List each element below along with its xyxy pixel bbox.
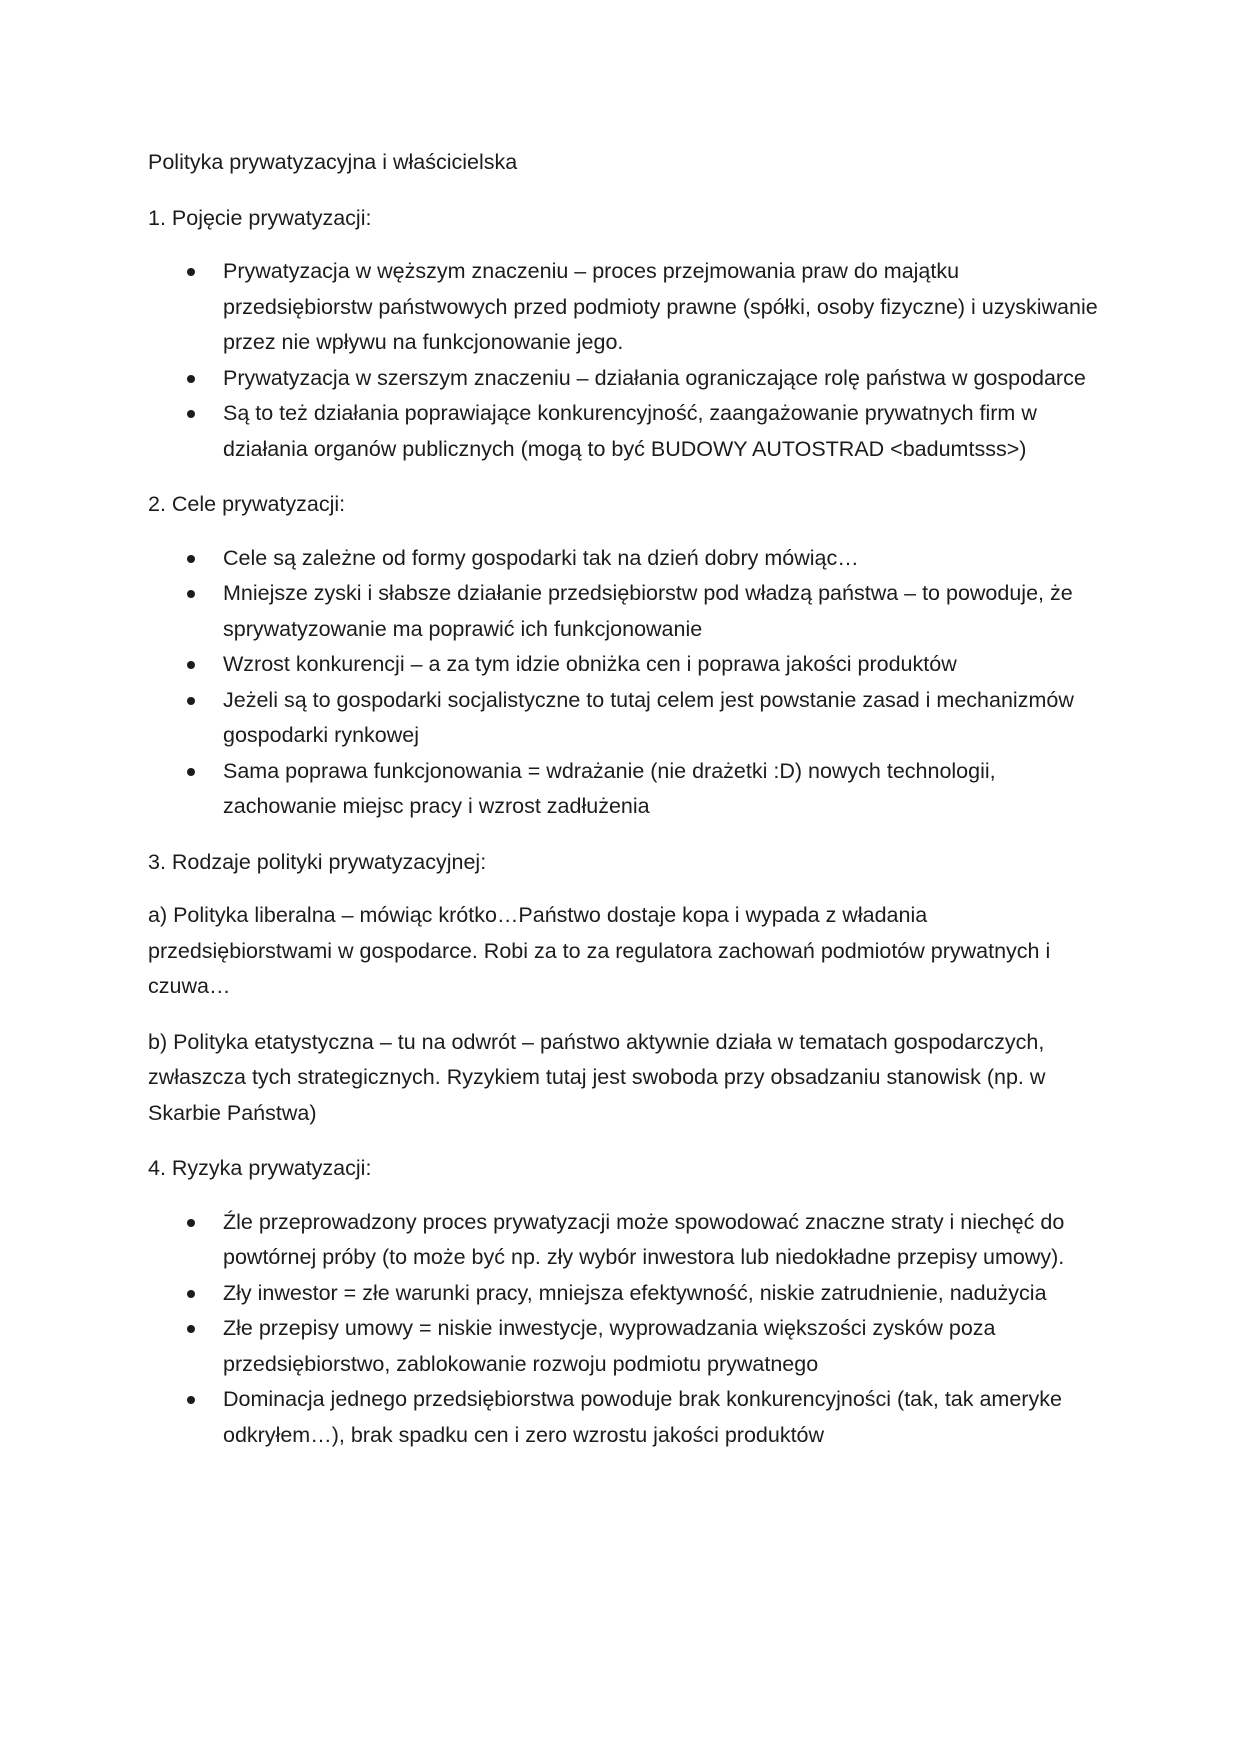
list-item-text: Źle przeprowadzony proces prywatyzacji może spowodować znaczne straty i niechęć do powtórnej próby (to może być np. zły wybór inwestora lub niedokładne przepisy umowy). xyxy=(223,1209,1065,1269)
section-4-list xyxy=(148,1205,1108,1454)
list-item-text: Prywatyzacja w szerszym znaczeniu – działania ograniczające rolę państwa w gospodarce xyxy=(223,365,1086,390)
list-item xyxy=(148,647,1108,683)
bullet-icon xyxy=(187,375,195,383)
bullet-icon xyxy=(187,697,195,705)
document-page xyxy=(148,145,1108,1473)
list-item-text: Jeżeli są to gospodarki socjalistyczne to tutaj celem jest powstanie zasad i mechanizmów gospodarki rynkowej xyxy=(223,687,1074,747)
bullet-icon xyxy=(187,1325,195,1333)
document-title: Polityka prywatyzacyjna i właścicielska xyxy=(148,150,518,174)
bullet-icon xyxy=(187,555,195,563)
list-item xyxy=(148,1276,1108,1312)
list-item-text: Sama poprawa funkcjonowania = wdrażanie (nie drażetki :D) nowych technologii, zachowanie miejsc pracy i wzrost zadłużenia xyxy=(223,758,996,818)
list-item-text: Prywatyzacja w węższym znaczeniu – proces przejmowania praw do majątku przedsiębiorstw państwowych przed podmioty prawne (spółki, osoby fizyczne) i uzyskiwanie przez nie wpływu na funkcjonowanie jego. xyxy=(223,259,1098,354)
list-item xyxy=(148,1382,1108,1453)
list-item xyxy=(148,1311,1108,1382)
bullet-icon xyxy=(187,1219,195,1227)
list-item-text: Złe przepisy umowy = niskie inwestycje, wyprowadzania większości zysków poza przedsiębiorstwo, zablokowanie rozwoju podmiotu prywatnego xyxy=(223,1316,996,1376)
section-3-paragraph-a: a) Polityka liberalna – mówiąc krótko…Państwo dostaje kopa i wypada z władania przedsiębiorstwami w gospodarce. Robi za to za regulatora zachowań podmiotów prywatnych i czuwa… xyxy=(148,903,1051,998)
list-item xyxy=(148,361,1108,397)
bullet-icon xyxy=(187,1396,195,1404)
list-item xyxy=(148,396,1108,467)
section-2-list xyxy=(148,541,1108,825)
list-item-text: Mniejsze zyski i słabsze działanie przedsiębiorstw pod władzą państwa – to powoduje, że sprywatyzowanie ma poprawić ich funkcjonowanie xyxy=(223,581,1073,641)
section-3-paragraph-b: b) Polityka etatystyczna – tu na odwrót – państwo aktywnie działa w tematach gospodarczych, zwłaszcza tych strategicznych. Ryzykiem tutaj jest swoboda przy obsadzaniu stanowisk (np. w Skarbie Państwa) xyxy=(148,1029,1046,1125)
section-4-heading: 4. Ryzyka prywatyzacji: xyxy=(148,1156,372,1180)
bullet-icon xyxy=(187,268,195,276)
list-item xyxy=(148,254,1108,361)
list-item-text: Dominacja jednego przedsiębiorstwa powoduje brak konkurencyjności (tak, tak ameryke odkryłem…), brak spadku cen i zero wzrostu jakości produktów xyxy=(223,1387,1062,1447)
section-2-heading: 2. Cele prywatyzacji: xyxy=(148,492,346,516)
list-item-text: Są to też działania poprawiające konkurencyjność, zaangażowanie prywatnych firm w działania organów publicznych (mogą to być BUDOWY AUTOSTRAD <badumtsss>) xyxy=(223,401,1037,461)
list-item xyxy=(148,1205,1108,1276)
bullet-icon xyxy=(187,590,195,598)
list-item xyxy=(148,541,1108,577)
bullet-icon xyxy=(187,1290,195,1298)
bullet-icon xyxy=(187,768,195,776)
section-1-heading: 1. Pojęcie prywatyzacji: xyxy=(148,205,372,230)
list-item-text: Wzrost konkurencji – a za tym idzie obniżka cen i poprawa jakości produktów xyxy=(223,652,957,676)
bullet-icon xyxy=(187,410,195,418)
list-item xyxy=(148,754,1108,825)
list-item xyxy=(148,576,1108,647)
section-1-list xyxy=(148,254,1108,467)
list-item xyxy=(148,683,1108,754)
bullet-icon xyxy=(187,661,195,669)
list-item-text: Zły inwestor = złe warunki pracy, mniejsza efektywność, niskie zatrudnienie, nadużycia xyxy=(223,1280,1047,1305)
section-3-heading: 3. Rodzaje polityki prywatyzacyjnej: xyxy=(148,849,487,874)
list-item-text: Cele są zależne od formy gospodarki tak na dzień dobry mówiąc… xyxy=(223,545,859,570)
